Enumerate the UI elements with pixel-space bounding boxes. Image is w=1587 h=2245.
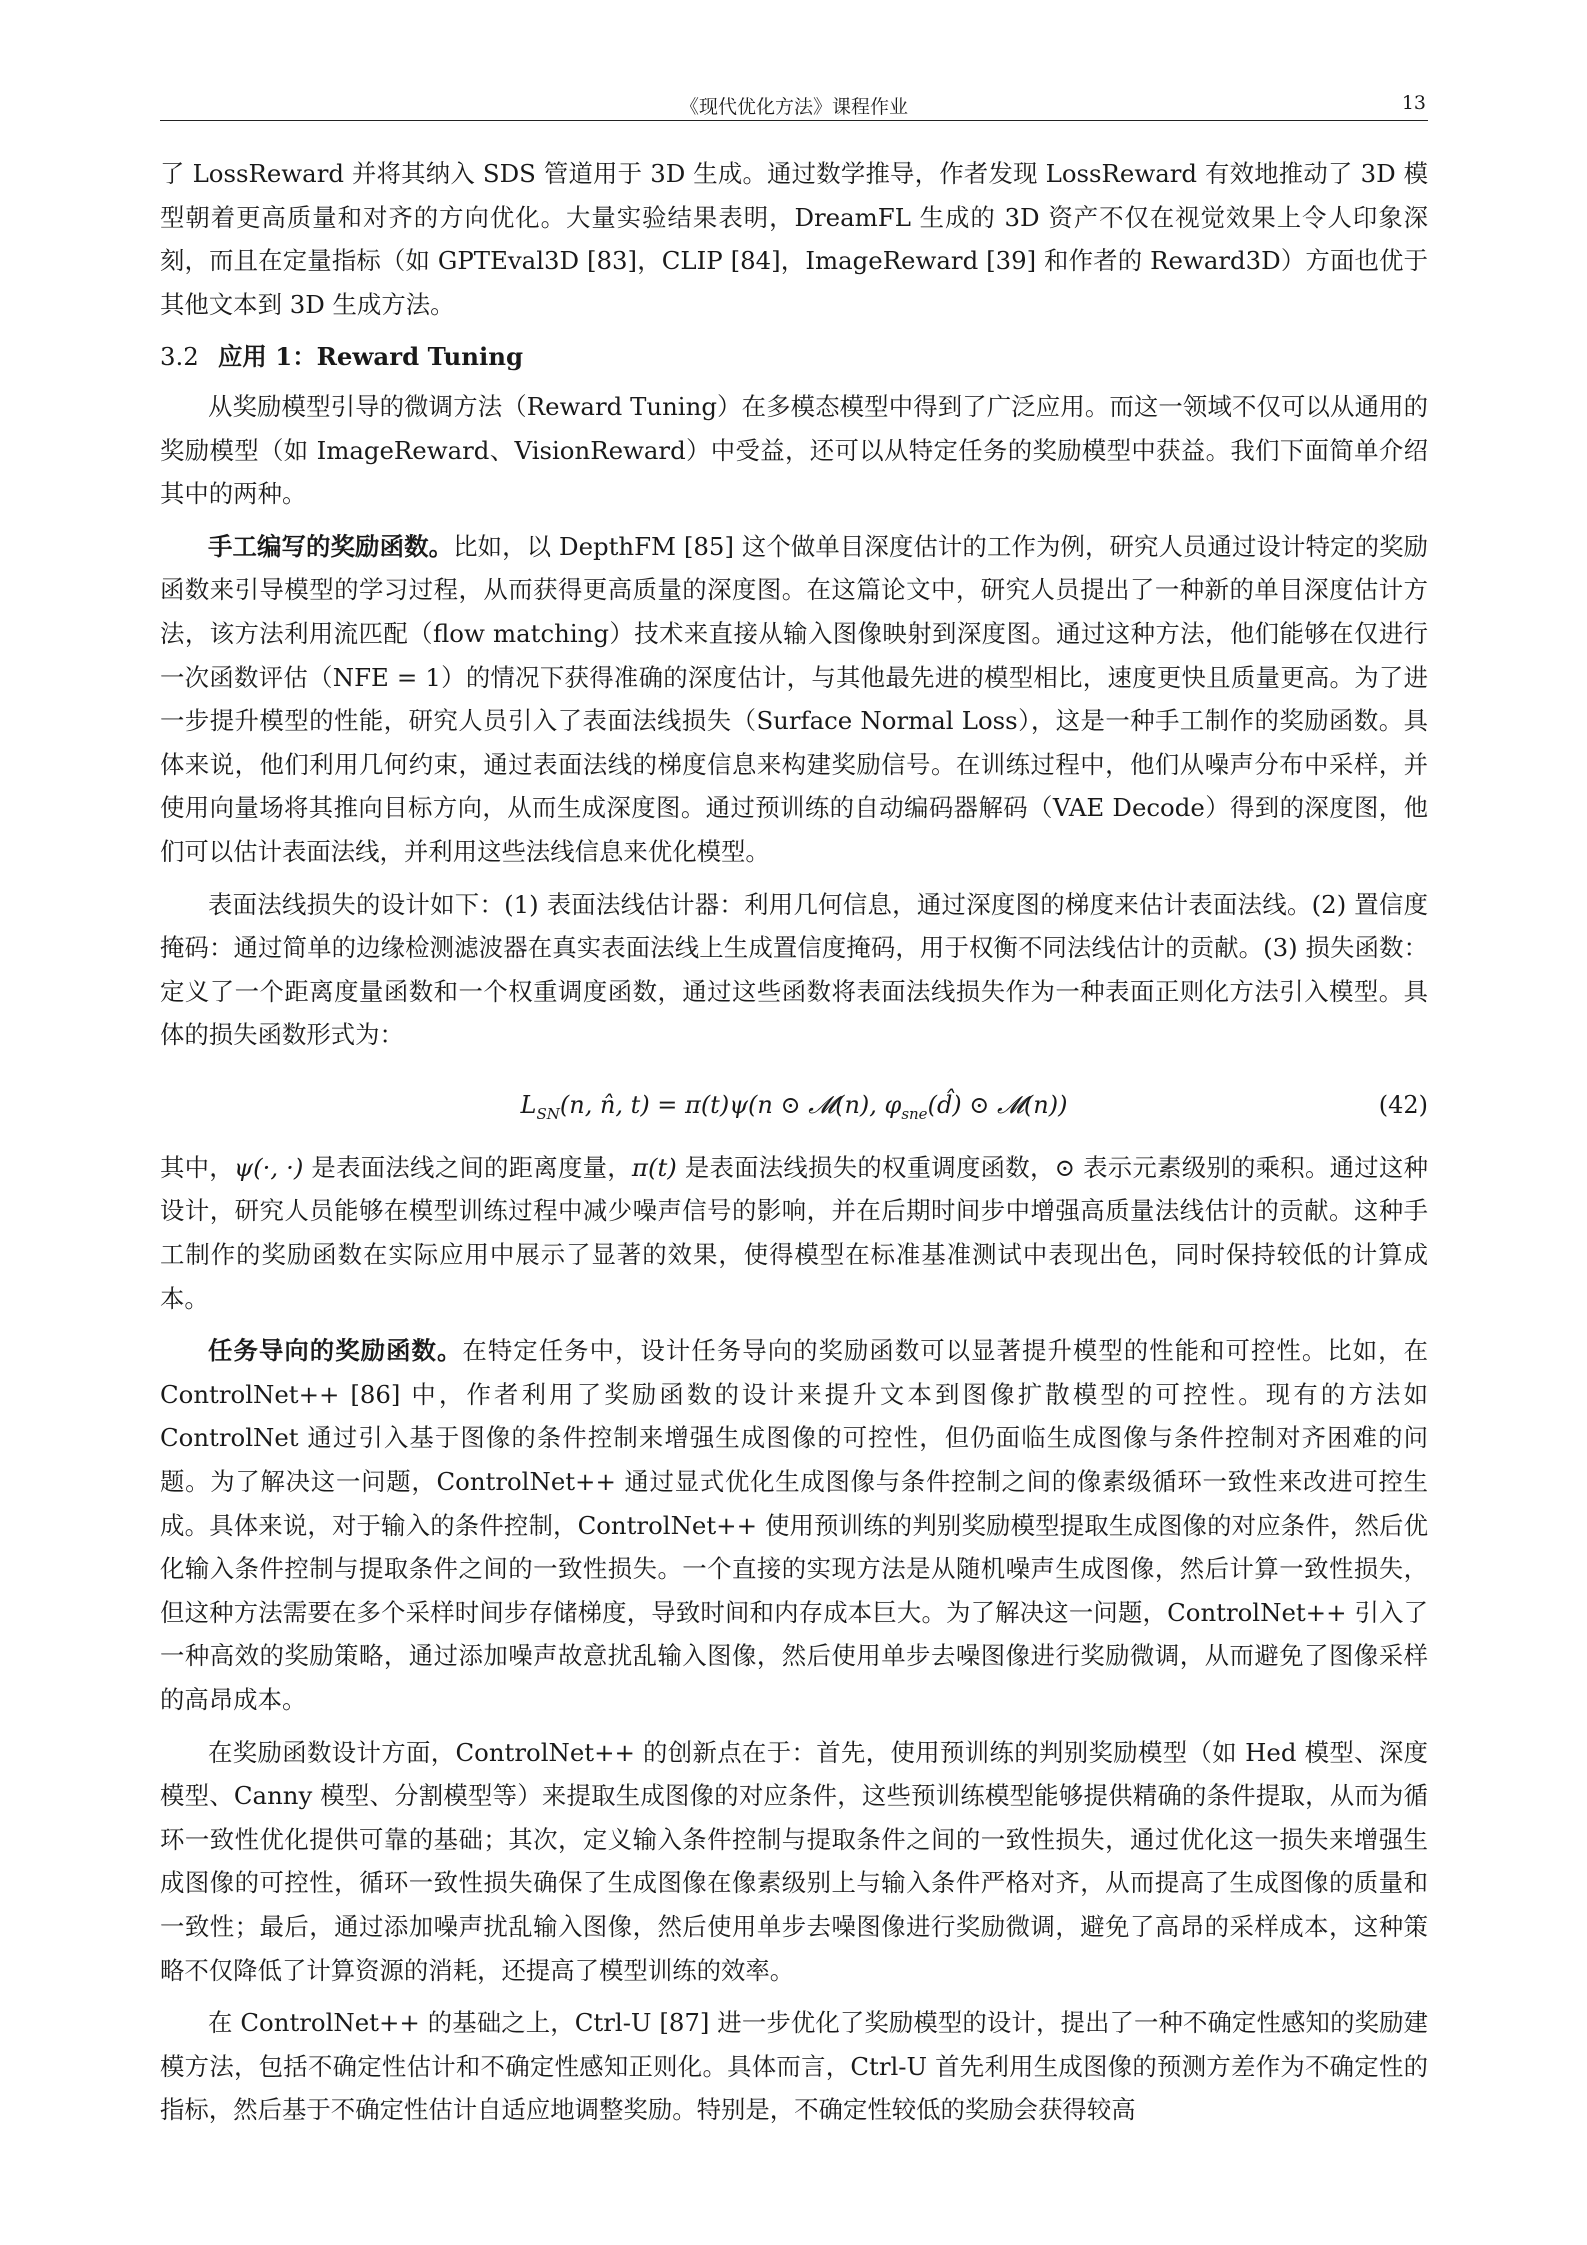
paragraph-ctrl-u: 在 ControlNet++ 的基础之上，Ctrl-U [87] 进一步优化了奖励模型的设计，提出了一种不确定性感知的奖励建模方法，包括不确定性估计和不确定性感知正则化。具体而言，Ctrl-U 首先利用生成图像的预测方差作为不确定性的指标，然后基于不确定性估计自适应地调整奖励。特别是，不确定性较低的奖励会获得较高	[160, 2008, 1428, 2125]
paragraph-reward-tuning-intro: 从奖励模型引导的微调方法（Reward Tuning）在多模态模型中得到了广泛应用。而这一领域不仅可以从通用的奖励模型（如 ImageReward、VisionReward）中受益，还可以从特定任务的奖励模型中获益。我们下面简单介绍其中的两种。	[160, 391, 1428, 509]
section-title: 应用 1：Reward Tuning	[218, 342, 524, 372]
lead-task-oriented-reward: 任务导向的奖励函数。	[208, 1336, 463, 1366]
section-heading	[160, 335, 1428, 379]
paragraph-task-oriented-reward	[160, 1329, 1428, 1721]
text-task-oriented-reward: 在特定任务中，设计任务导向的奖励函数可以显著提升模型的性能和可控性。比如，在 ControlNet++ [86] 中，作者利用了奖励函数的设计来提升文本到图像扩散模型的可控性。现有的方法如 ControlNet 通过引入基于图像的条件控制来增强生成图像的可控性，但仍面临生成图像与条件控制对齐困难的问题。为了解决这一问题，ControlNet++ 通过显式优化生成图像与条件控制之间的像素级循环一致性来改进可控生成。具体来说，对于输入的条件控制，ControlNet++ 使用预训练的判别奖励模型提取生成图像的对应条件，然后优化输入条件控制与提取条件之间的一致性损失。一个直接的实现方法是从随机噪声生成图像，然后计算一致性损失，但这种方法需要在多个采样时间步存储梯度，导致时间和内存成本巨大。为了解决这一问题，ControlNet++ 引入了一种高效的奖励策略，通过添加噪声故意扰乱输入图像，然后使用单步去噪图像进行奖励微调，从而避免了图像采样的高昂成本。	[160, 1336, 1428, 1714]
math-pi: π(t)	[631, 1152, 677, 1182]
text-fragment: 是表面法线之间的距离度量，	[303, 1152, 632, 1182]
running-header	[160, 92, 1428, 121]
body-text	[160, 152, 1428, 2141]
paragraph-controlnet-reward-design: 在奖励函数设计方面，ControlNet++ 的创新点在于：首先，使用预训练的判别奖励模型（如 Hed 模型、深度模型、Canny 模型、分割模型等）来提取生成图像的对应条件，这些预训练模型能够提供精确的条件提取，从而为循环一致性优化提供可靠的基础；其次，定义输入条件控制与提取条件之间的一致性损失，通过优化这一损失来增强生成图像的可控性，循环一致性损失确保了生成图像在像素级别上与输入条件严格对齐，从而提高了生成图像的质量和一致性；最后，通过添加噪声扰乱输入图像，然后使用单步去噪图像进行奖励微调，避免了高昂的采样成本，这种策略不仅降低了计算资源的消耗，还提高了模型训练的效率。	[160, 1737, 1428, 1985]
paragraph-handcrafted-reward	[160, 525, 1428, 874]
paragraph-dreamfl-summary: 了 LossReward 并将其纳入 SDS 管道用于 3D 生成。通过数学推导，作者发现 LossReward 有效地推动了 3D 模型朝着更高质量和对齐的方向优化。大量实验结果表明，DreamFL 生成的 3D 资产不仅在视觉效果上令人印象深刻，而且在定量指标（如 GPTEval3D [83]，CLIP [84]，ImageReward [39] 和作者的 Reward3D）方面也优于其他文本到 3D 生成方法。	[160, 159, 1428, 319]
lead-handcrafted-reward: 手工编写的奖励函数。	[208, 531, 454, 561]
section-number: 3.2	[160, 342, 199, 372]
paragraph-equation-explanation	[160, 1146, 1428, 1320]
equation-expression: $L_{SN}(n$, n̂, t) = π(t)ψ(n ⊙ 𝓜(n), $\varphi_{sne}(d̂)$ ⊙ 𝓜(n))	[520, 1090, 1068, 1123]
text-fragment: 是表面法线损失的权重调度函数，	[676, 1152, 1055, 1182]
text-fragment: 其中，	[160, 1152, 234, 1182]
text-handcrafted-reward: 比如，以 DepthFM [85] 这个做单目深度估计的工作为例，研究人员通过设计特定的奖励函数来引导模型的学习过程，从而获得更高质量的深度图。在这篇论文中，研究人员提出了一种新的单目深度估计方法，该方法利用流匹配（flow matching）技术来直接从输入图像映射到深度图。通过这种方法，他们能够在仅进行一次函数评估（NFE = 1）的情况下获得准确的深度估计，与其他最先进的模型相比，速度更快且质量更高。为了进一步提升模型的性能，研究人员引入了表面法线损失（Surface Normal Loss），这是一种手工制作的奖励函数。具体来说，他们利用几何约束，通过表面法线的梯度信息来构建奖励信号。在训练过程中，他们从噪声分布中采样，并使用向量场将其推向目标方向，从而生成深度图。通过预训练的自动编码器解码（VAE Decode）得到的深度图，他们可以估计表面法线，并利用这些法线信息来优化模型。	[160, 531, 1428, 866]
paragraph-surface-normal-loss: 表面法线损失的设计如下：(1) 表面法线估计器：利用几何信息，通过深度图的梯度来估计表面法线。(2) 置信度掩码：通过简单的边缘检测滤波器在真实表面法线上生成置信度掩码，用于权衡不同法线估计的贡献。(3) 损失函数：定义了一个距离度量函数和一个权重调度函数，通过这些函数将表面法线损失作为一种表面正则化方法引入模型。具体的损失函数形式为：	[160, 889, 1428, 1050]
text-fragment: 表示元素级别的乘积。通过这种设计，研究人员能够在模型训练过程中减少噪声信号的影响，并在后期时间步中增强高质量法线估计的贡献。这种手工制作的奖励函数在实际应用中展示了显著的效果，使得模型在标准基准测试中表现出色，同时保持较低的计算成本。	[160, 1152, 1428, 1313]
math-psi: ψ(·, ·)	[233, 1152, 304, 1182]
header-title: 《现代优化方法》课程作业	[679, 96, 908, 118]
equation-number: (42)	[1378, 1090, 1428, 1119]
page-number: 13	[1401, 92, 1426, 114]
equation-42	[160, 1066, 1428, 1142]
math-odot: ⊙	[1054, 1152, 1076, 1182]
